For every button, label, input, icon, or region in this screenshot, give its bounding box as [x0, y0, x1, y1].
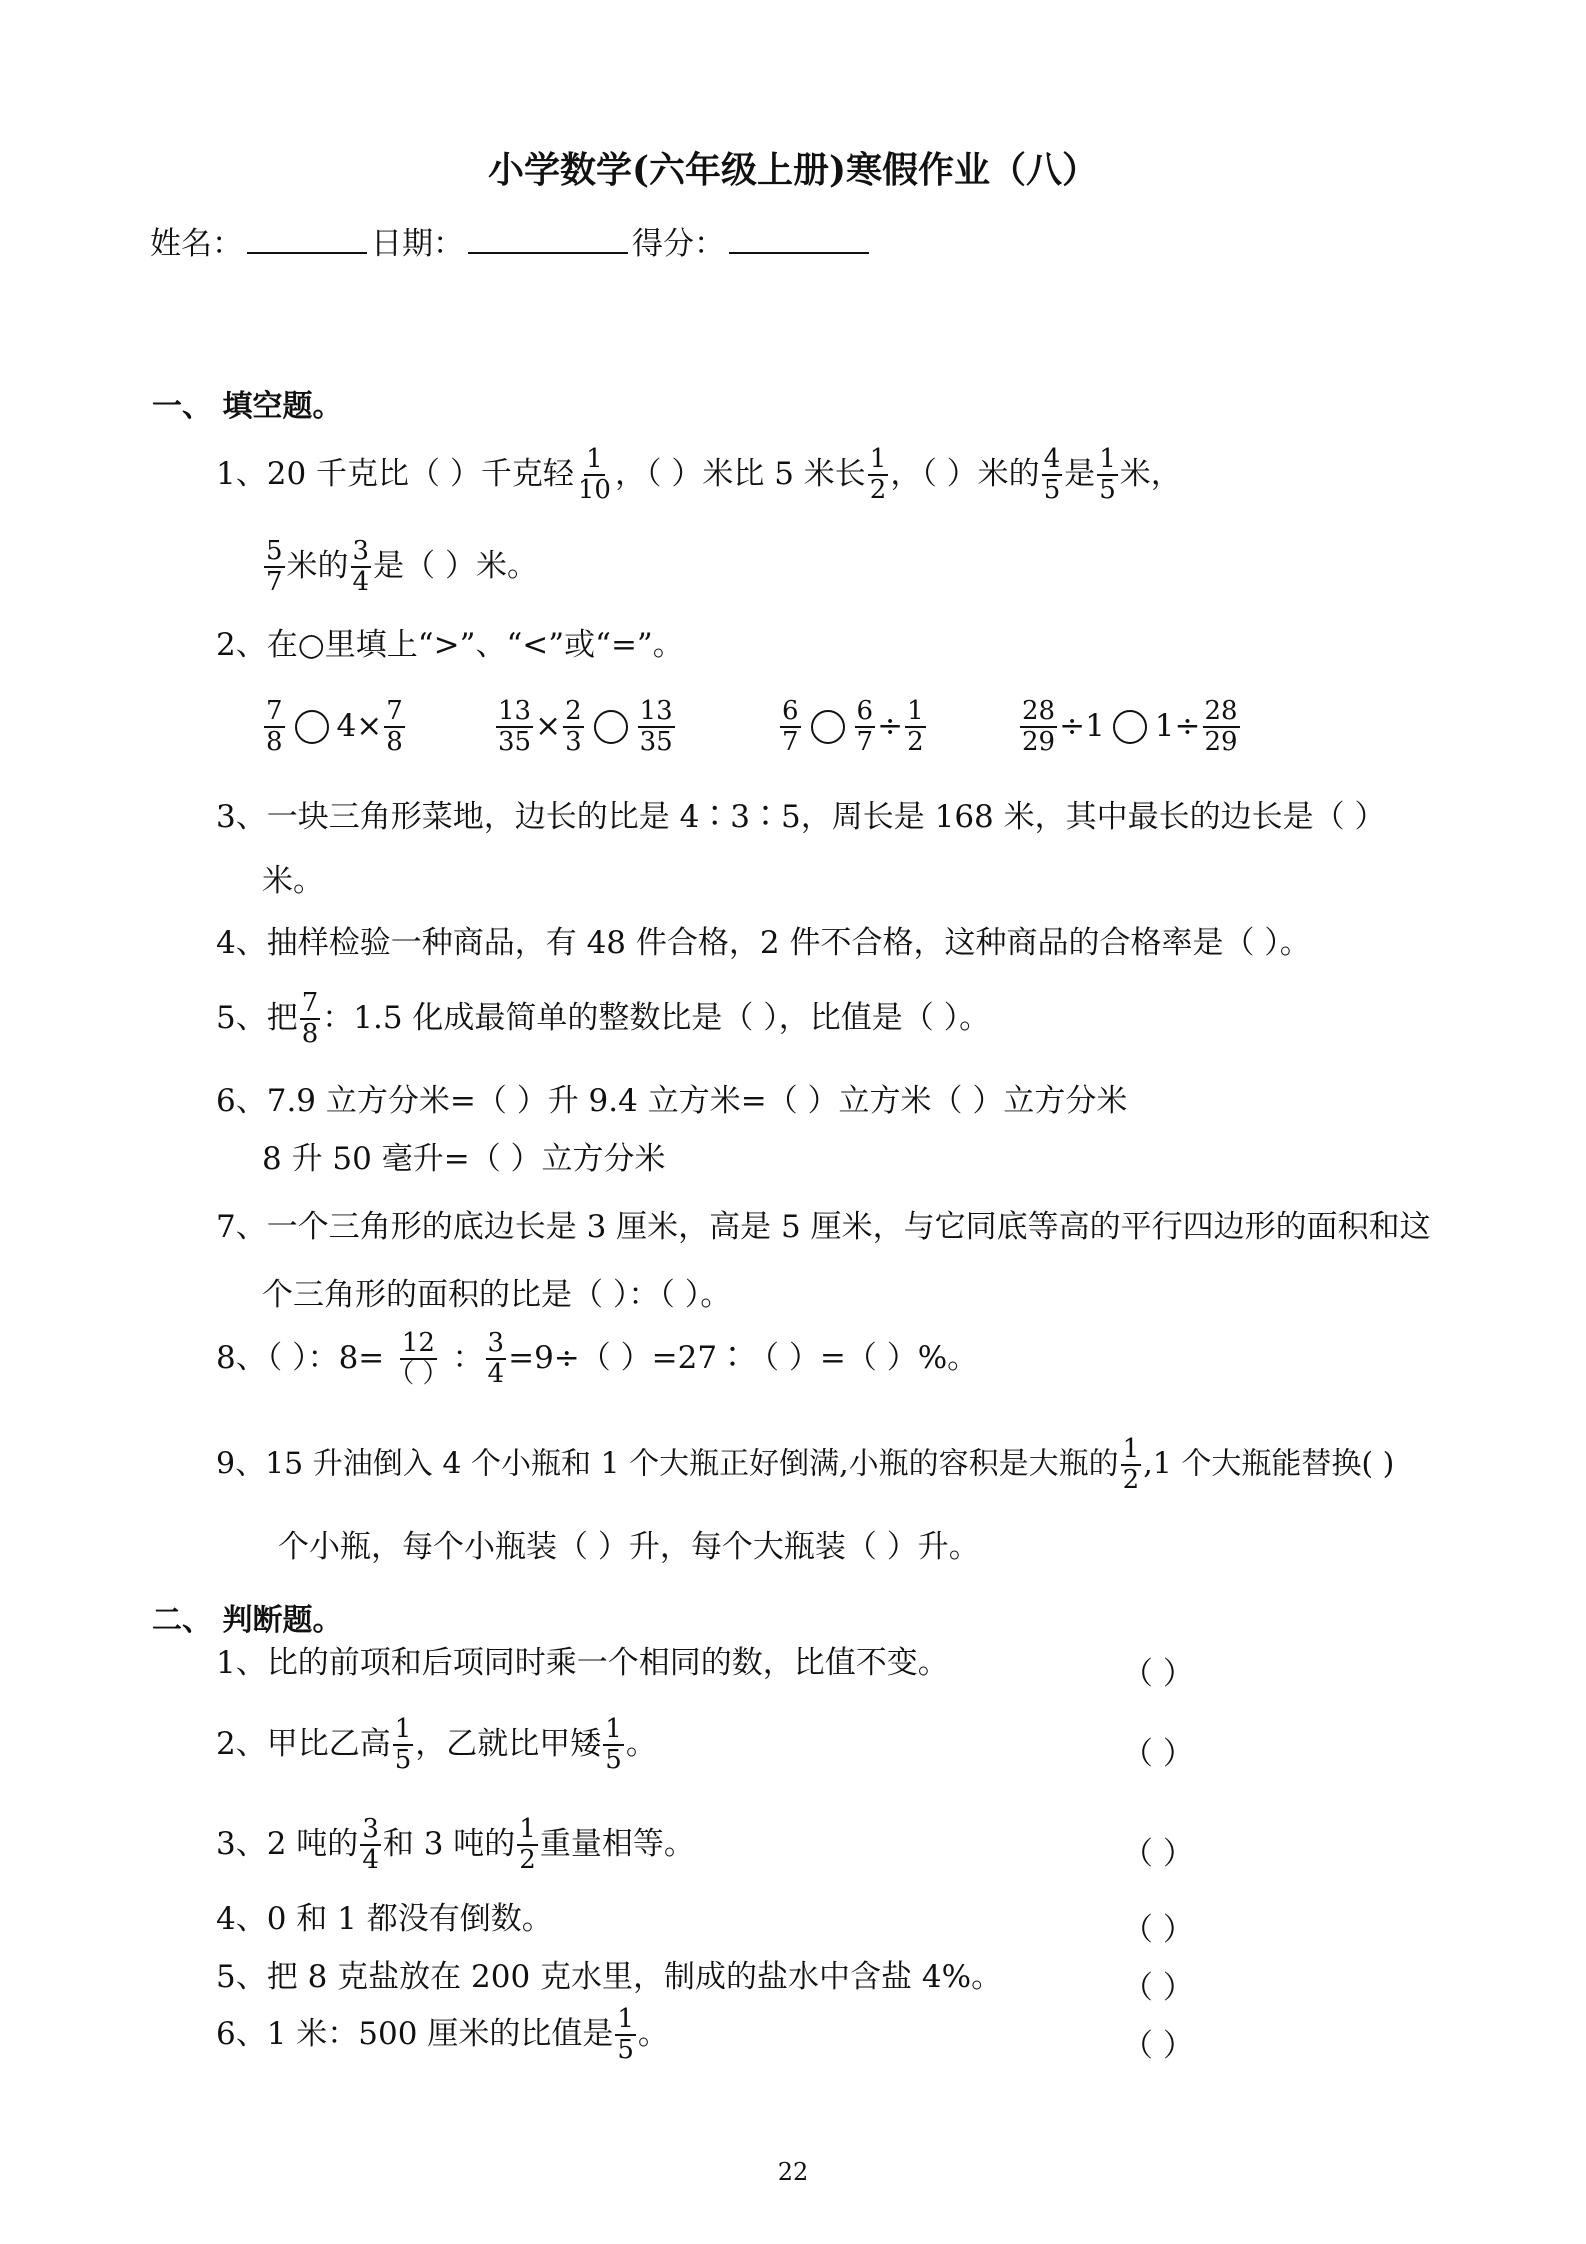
score-blank[interactable]: [729, 226, 869, 254]
fraction: $\frac{1}{5}$: [605, 1714, 622, 1776]
date-blank[interactable]: [468, 226, 628, 254]
fraction: $\frac{6}{7}$: [856, 696, 874, 758]
judge-item-2: [216, 1716, 657, 1775]
answer-bracket-2[interactable]: （ ）: [1122, 1736, 1194, 1772]
question-7-line-2: 个三角形的面积的比是（ ）：（ ）。: [262, 1277, 732, 1313]
fraction: $\frac{2}{3}$: [565, 696, 582, 758]
fraction: $\frac{28}{29}$: [1022, 696, 1056, 758]
name-blank[interactable]: [247, 226, 367, 254]
question-8: [216, 1330, 978, 1389]
question-6-line-1: 6、7.9 立方分米=（ ）升 9.4 立方米=（ ）立方米（ ）立方分米: [216, 1083, 1128, 1119]
j3-text-b: 和 3 吨的: [382, 1825, 516, 1862]
q8-text-b: ：: [452, 1339, 484, 1376]
fraction: $\frac{13}{35}$: [639, 696, 673, 758]
answer-bracket-5[interactable]: （ ）: [1122, 1970, 1194, 2006]
j3-text-a: 3、2 吨的: [216, 1825, 359, 1862]
answer-bracket-3[interactable]: （ ）: [1122, 1836, 1194, 1872]
fraction: $\frac{13}{35}$: [498, 696, 532, 758]
fraction: $\frac{7}{8}$: [301, 988, 319, 1050]
question-7-line-1: 7、一个三角形的底边长是 3 厘米，高是 5 厘米，与它同底等高的平行四边形的面积和这: [216, 1209, 1431, 1245]
q5-text-a: 5、把: [216, 999, 298, 1036]
compare-circle[interactable]: [811, 710, 845, 744]
fraction: $\frac{1}{5}$: [394, 1714, 412, 1776]
compare-circle[interactable]: [594, 710, 628, 744]
student-info-line: [150, 226, 873, 260]
question-1-line-1: [216, 446, 1182, 505]
operator: ×: [535, 707, 562, 744]
question-3-line-2: 米。: [262, 863, 324, 899]
j3-text-c: 重量相等。: [539, 1825, 695, 1862]
fraction: $\frac{1}{2}$: [907, 696, 924, 758]
fraction: $\frac{3}{4}$: [352, 536, 370, 598]
fraction: $\frac{1}{5}$: [1099, 444, 1116, 506]
fraction: $\frac{7}{8}$: [386, 696, 403, 758]
judge-item-5: 5、把 8 克盐放在 200 克水里，制成的盐水中含盐 4%。: [216, 1959, 1003, 1995]
compare-item-1: [262, 698, 407, 757]
compare-item-3: [778, 698, 928, 757]
question-6-line-2: 8 升 50 毫升=（ ）立方分米: [262, 1141, 666, 1177]
fraction: $\frac{1}{2}$: [519, 1814, 536, 1876]
fraction: $\frac{5}{7}$: [266, 536, 283, 598]
fraction: $\frac{6}{7}$: [782, 696, 799, 758]
fraction: $\frac{1}{2}$: [869, 444, 887, 506]
fraction: $\frac{28}{29}$: [1204, 696, 1238, 758]
q1-text-a: 1、20 千克比（ ）千克轻: [216, 455, 574, 492]
score-label: 得分：: [632, 226, 725, 262]
j2-text-a: 2、甲比乙高: [216, 1725, 391, 1762]
fraction: $\frac{12}{( )}$: [388, 1328, 449, 1390]
judge-item-6: [216, 2006, 669, 2065]
fraction: $\frac{1}{10}$: [577, 444, 611, 506]
compare-item-4: [1018, 698, 1242, 757]
q9-text-a: 9、15 升油倒入 4 个小瓶和 1 个大瓶正好倒满,小瓶的容积是大瓶的: [216, 1446, 1119, 1482]
compare-item-2: [494, 698, 677, 757]
question-4: 4、抽样检验一种商品，有 48 件合格，2 件不合格，这种商品的合格率是（ ）。: [216, 925, 1311, 961]
fraction: $\frac{3}{4}$: [362, 1814, 379, 1876]
q1-text-g: 米的: [286, 547, 349, 584]
operator: 4×: [336, 707, 383, 744]
q9-text-b: ,1 个大瓶能替换( ): [1143, 1446, 1395, 1482]
j6-text-a: 6、1 米：500 厘米的比值是: [216, 2015, 614, 2052]
compare-circle[interactable]: [295, 710, 329, 744]
compare-circle[interactable]: [1113, 710, 1147, 744]
fraction: $\frac{3}{4}$: [487, 1328, 505, 1390]
j2-text-c: 。: [625, 1725, 657, 1762]
q1-text-h: 是（ ）米。: [373, 547, 538, 584]
judge-item-1: 1、比的前项和后项同时乘一个相同的数，比值不变。: [216, 1645, 949, 1681]
question-2: 2、在○里填上“>”、“<”或“=”。: [216, 627, 684, 663]
judge-item-3: [216, 1816, 695, 1875]
page-title: 小学数学(六年级上册)寒假作业（八）: [487, 149, 1099, 191]
operator: ÷1: [1059, 707, 1105, 744]
q1-text-c: ，（ ）米的: [890, 455, 1040, 492]
date-label: 日期：: [371, 226, 464, 262]
fraction: $\frac{7}{8}$: [266, 696, 283, 758]
page-number: 22: [777, 2158, 809, 2186]
q5-text-b: ：1.5 化成最简单的整数比是（ ），比值是（ ）。: [322, 999, 991, 1036]
j6-text-b: 。: [637, 2015, 669, 2052]
question-9-line-1: [216, 1436, 1394, 1495]
answer-bracket-4[interactable]: （ ）: [1122, 1912, 1194, 1948]
q8-text-c: =9÷（ ）=27∶（ ）=（ ）%。: [508, 1339, 979, 1376]
operator: 1÷: [1154, 707, 1201, 744]
j2-text-b: ，乙就比甲矮: [415, 1725, 602, 1762]
fraction: $\frac{4}{5}$: [1043, 444, 1061, 506]
section-true-false-heading: 二、 判断题。: [152, 1603, 343, 1638]
fraction: $\frac{1}{5}$: [617, 2004, 634, 2066]
question-3-line-1: 3、一块三角形菜地，边长的比是 4∶3∶5，周长是 168 米，其中最长的边长是（ ）: [216, 799, 1386, 835]
question-9-line-2: 个小瓶，每个小瓶装（ ）升，每个大瓶装（ ）升。: [278, 1529, 980, 1565]
q1-text-e: 米，: [1119, 455, 1182, 492]
fraction: $\frac{1}{2}$: [1122, 1434, 1140, 1496]
question-5: [216, 990, 990, 1049]
section-fill-blank-heading: 一、 填空题。: [152, 389, 343, 424]
q1-text-d: 是: [1064, 455, 1096, 492]
question-1-line-2: [262, 538, 538, 597]
q8-text-a: 8、（ ）：8=: [216, 1339, 385, 1376]
answer-bracket-6[interactable]: （ ）: [1122, 2028, 1194, 2064]
operator: ÷: [877, 707, 904, 744]
q1-text-b: ，（ ）米比 5 米长: [614, 455, 866, 492]
answer-bracket-1[interactable]: （ ）: [1122, 1656, 1194, 1692]
name-label: 姓名：: [150, 226, 243, 262]
judge-item-4: 4、0 和 1 都没有倒数。: [216, 1901, 553, 1937]
